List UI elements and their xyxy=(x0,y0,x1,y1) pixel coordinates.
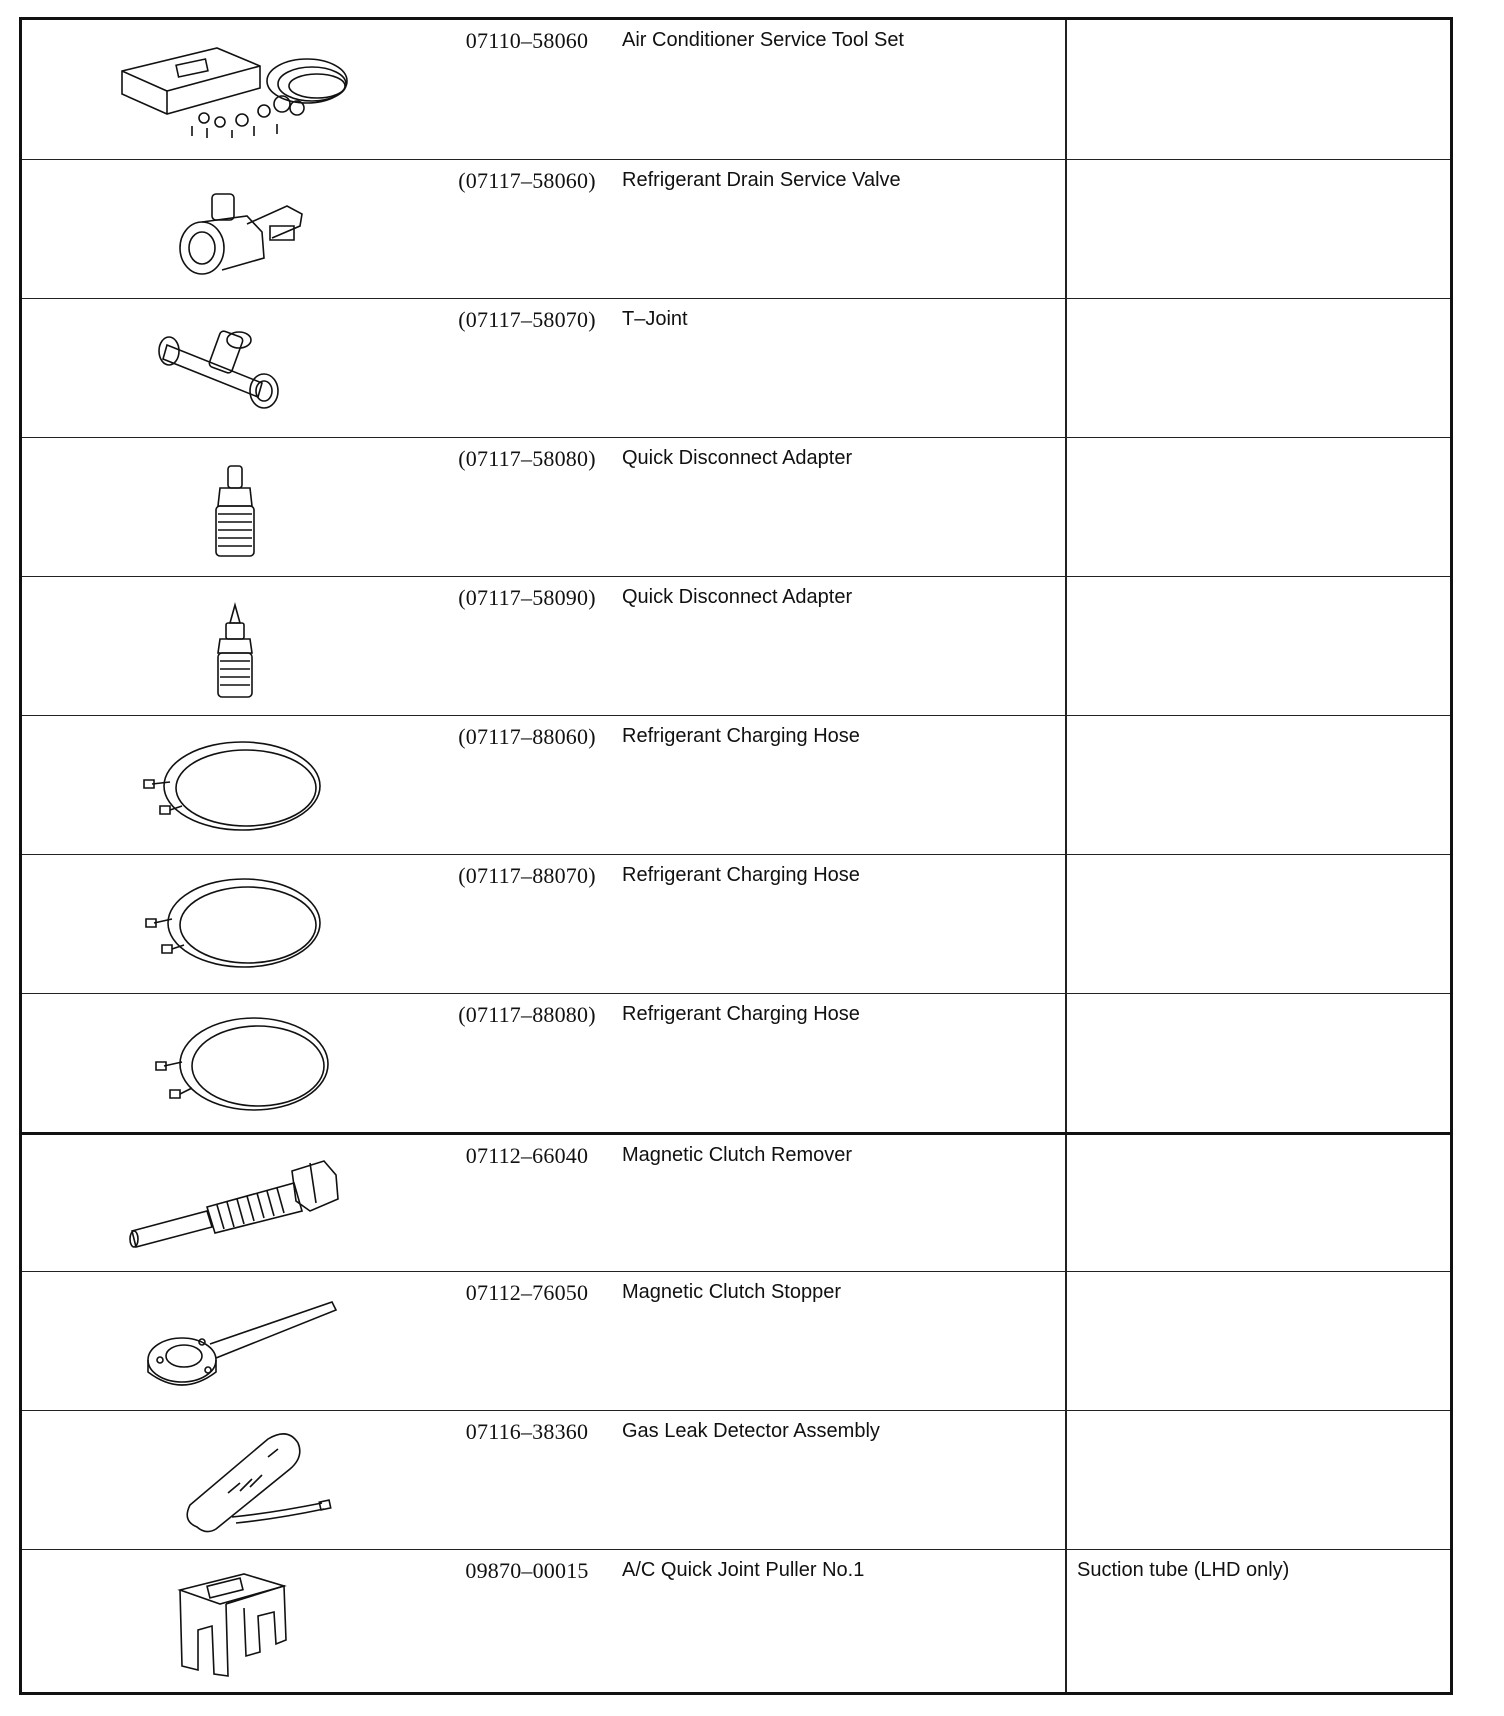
part-number: (07117–88070) xyxy=(458,863,596,888)
table-row xyxy=(22,576,1450,715)
part-name: Refrigerant Charging Hose xyxy=(622,725,860,747)
part-number: 07112–66040 xyxy=(465,1143,589,1168)
part-name: T–Joint xyxy=(622,308,688,330)
quick-adapter-small-icon xyxy=(32,583,452,709)
part-name: Magnetic Clutch Remover xyxy=(622,1144,853,1166)
quick-joint-puller-icon xyxy=(32,1556,452,1682)
charging-hose-icon xyxy=(32,1000,452,1126)
service-tool-set-icon xyxy=(32,26,452,152)
table-row xyxy=(22,1271,1450,1410)
part-number: 07112–76050 xyxy=(465,1280,589,1305)
table-row xyxy=(22,1132,1450,1271)
part-number: (07117–58070) xyxy=(458,307,596,332)
drain-valve-icon xyxy=(32,166,452,292)
part-name: Quick Disconnect Adapter xyxy=(622,447,853,469)
table-row xyxy=(22,715,1450,854)
table-row xyxy=(22,159,1450,298)
charging-hose-icon xyxy=(32,861,452,987)
part-note: Suction tube (LHD only) xyxy=(1077,1559,1290,1581)
part-number: (07117–88060) xyxy=(458,724,596,749)
part-name: Gas Leak Detector Assembly xyxy=(622,1420,880,1442)
table-row xyxy=(22,20,1450,159)
part-number: (07117–58060) xyxy=(458,168,596,193)
part-number: (07117–58090) xyxy=(458,585,596,610)
part-number: (07117–58080) xyxy=(458,446,596,471)
part-name: Refrigerant Charging Hose xyxy=(622,1003,860,1025)
table-row xyxy=(22,993,1450,1132)
part-number: 07116–38360 xyxy=(465,1419,589,1444)
quick-adapter-icon xyxy=(32,444,452,570)
part-number: (07117–88080) xyxy=(458,1002,596,1027)
part-name: Magnetic Clutch Stopper xyxy=(622,1281,842,1303)
part-name: Quick Disconnect Adapter xyxy=(622,586,853,608)
t-joint-icon xyxy=(32,305,452,431)
table-row xyxy=(22,437,1450,576)
part-number: 09870–00015 xyxy=(465,1558,589,1583)
table-row xyxy=(22,1549,1450,1692)
table-row xyxy=(22,1410,1450,1549)
part-name: A/C Quick Joint Puller No.1 xyxy=(622,1559,865,1581)
clutch-remover-icon xyxy=(32,1141,452,1267)
gas-leak-detector-icon xyxy=(32,1417,452,1543)
part-name: Refrigerant Drain Service Valve xyxy=(622,169,901,191)
special-tools-table xyxy=(19,17,1453,1695)
charging-hose-icon xyxy=(32,722,452,848)
clutch-stopper-icon xyxy=(32,1278,452,1404)
part-name: Refrigerant Charging Hose xyxy=(622,864,860,886)
part-number: 07110–58060 xyxy=(465,28,589,53)
table-row xyxy=(22,298,1450,437)
table-row xyxy=(22,854,1450,993)
part-name: Air Conditioner Service Tool Set xyxy=(622,29,904,51)
